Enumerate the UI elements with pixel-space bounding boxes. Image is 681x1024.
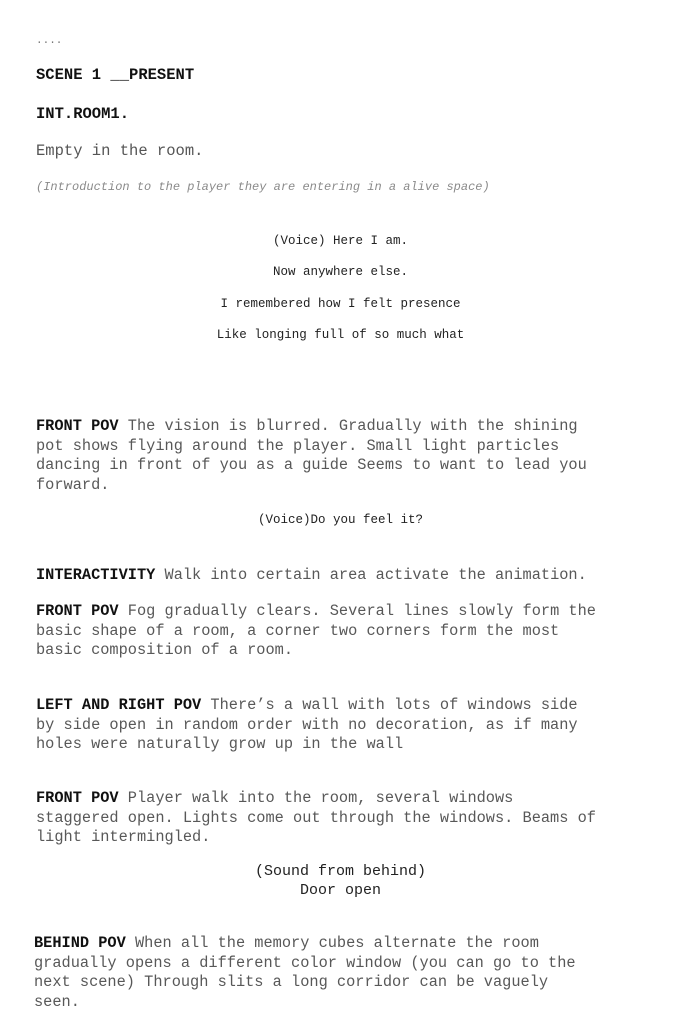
pov-text: Fog gradually clears. Several lines slowly form the basic shape of a room, a corner two corners form the most basic composition of a room. (36, 602, 596, 659)
voice-line: I remembered how I felt presence (220, 297, 461, 311)
pov-tag: FRONT POV (36, 417, 119, 435)
pov-text: There’s a wall with lots of windows side by side open in random order with no decoration, as if many holes were naturally grow up in the wall (36, 696, 578, 753)
scene-heading: SCENE 1 __PRESENT (36, 66, 195, 84)
pov-text: Player walk into the room, several windows staggered open. Lights come out through the windows. Beams of light intermingled. (36, 789, 596, 846)
behind-pov-paragraph (34, 934, 644, 1012)
voice-line: Now anywhere else. (272, 265, 409, 279)
interactivity-text: Walk into certain area activate the animation. (155, 566, 587, 584)
pov-tag: BEHIND POV (34, 934, 126, 952)
pov-tag: FRONT POV (36, 789, 119, 807)
interactivity-tag: INTERACTIVITY (36, 566, 156, 584)
intro-parenthetical: (Introduction to the player they are entering in a alive space) (36, 180, 490, 194)
scene-description: Empty in the room. (36, 142, 204, 160)
pov-tag: FRONT POV (36, 602, 119, 620)
left-right-pov-paragraph (36, 696, 646, 755)
front-pov-paragraph-1 (36, 417, 646, 495)
pov-tag: LEFT AND RIGHT POV (36, 696, 202, 714)
ellipsis-marker: .... (36, 35, 63, 47)
sound-cue: (Sound from behind) (254, 863, 427, 880)
voice-question: (Voice)Do you feel it? (257, 513, 424, 527)
pov-text: When all the memory cubes alternate the room gradually opens a different color window (you can go to the next scene) Through slits a long corridor can be vaguely seen. (34, 934, 576, 1011)
voice-line: (Voice) Here I am. (272, 234, 409, 248)
front-pov-paragraph-3 (36, 789, 646, 848)
voice-line: Like longing full of so much what (216, 328, 465, 342)
interior-heading: INT.ROOM1. (36, 105, 130, 123)
interactivity-paragraph (36, 566, 646, 586)
front-pov-paragraph-2 (36, 602, 646, 661)
pov-text: The vision is blurred. Gradually with the shining pot shows flying around the player. Small light particles dancing in front of you as a guide Seems to want to lead you forward. (36, 417, 587, 494)
sound-cue-detail: Door open (299, 882, 381, 899)
